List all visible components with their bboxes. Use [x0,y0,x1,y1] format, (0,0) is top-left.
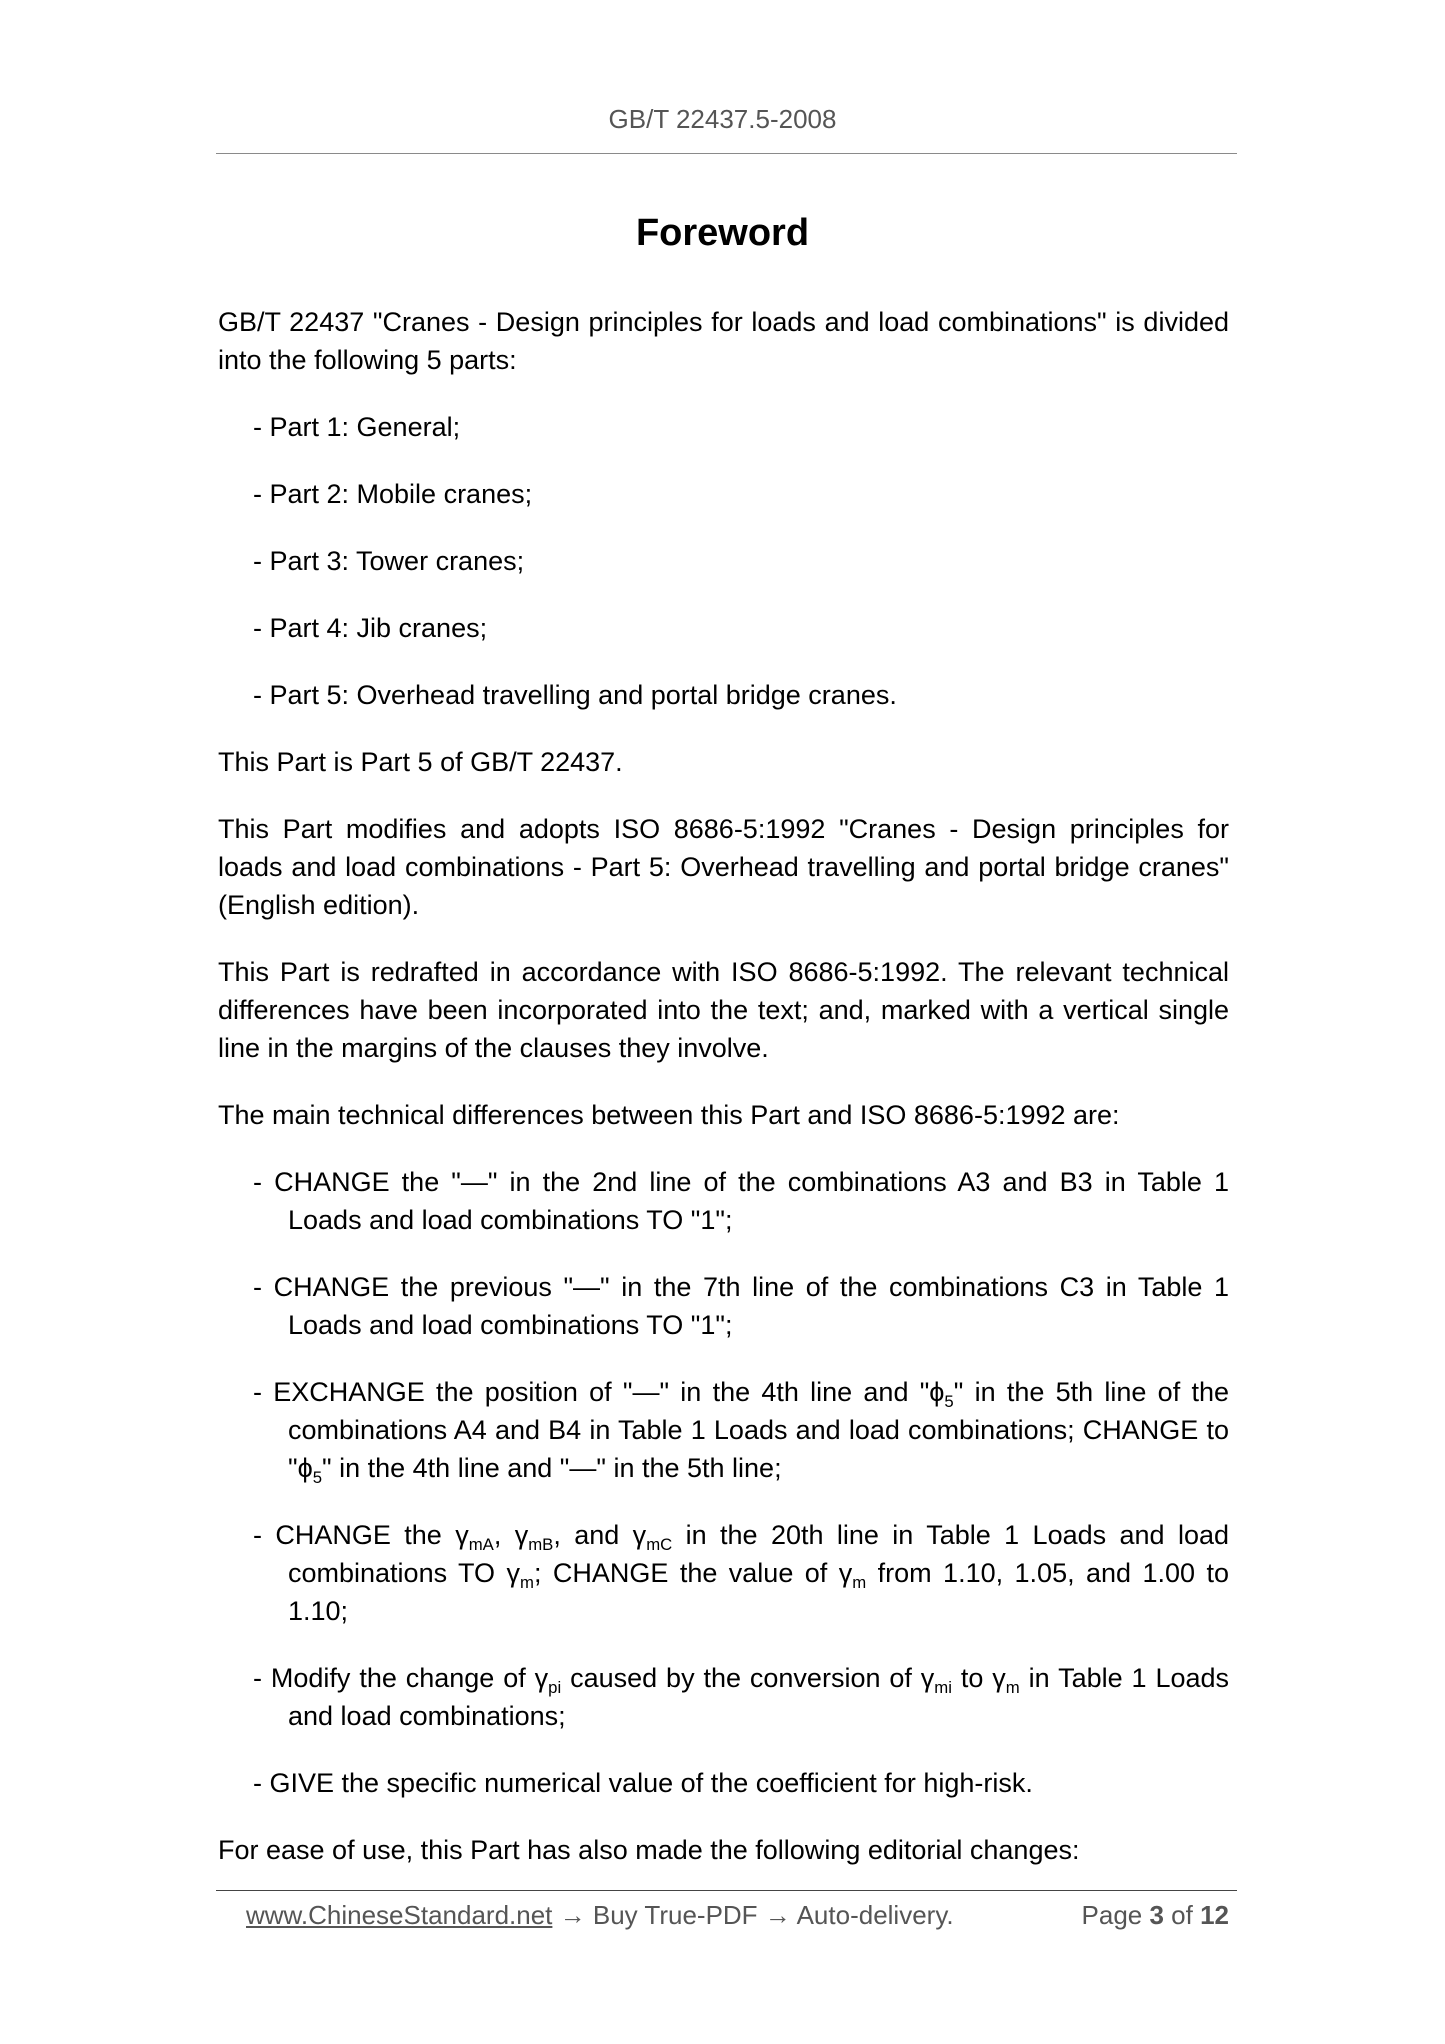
foreword-body [218,303,1229,1898]
document-code-header: GB/T 22437.5-2008 [608,104,837,134]
difference-item [253,1516,1229,1630]
difference-text: , and γ [553,1520,647,1550]
difference-item [253,1659,1229,1735]
part-list-item: - Part 3: Tower cranes; [253,546,525,576]
part-list-item: - Part 5: Overhead travelling and portal bridge cranes. [253,680,897,710]
website-link[interactable]: www.ChineseStandard.net [246,1900,553,1930]
intro-paragraph: GB/T 22437 "Cranes - Design principles for loads and load combinations" is divided into the following 5 parts: [218,307,1229,375]
footer-promo [246,1893,954,1937]
footer-rule [216,1890,1237,1891]
redraft-paragraph: This Part is redrafted in accordance with ISO 8686-5:1992. The relevant technical differences have been incorporated into the text; and, marked with a vertical single line in the margins of the clauses they involve. [218,957,1229,1063]
difference-text: in Table 1 Loads and load combinations; [288,1663,1230,1731]
subscript: mi [934,1677,952,1697]
part-list-item: - Part 4: Jib cranes; [253,613,488,643]
difference-text: ; CHANGE the value of γ [533,1558,853,1588]
page-label: Page [1081,1900,1150,1930]
part-number-paragraph: This Part is Part 5 of GB/T 22437. [218,747,623,777]
subscript: 5 [312,1467,323,1487]
of-label: of [1163,1900,1201,1930]
main-differences-paragraph: The main technical differences between this Part and ISO 8686-5:1992 are: [218,1100,1120,1130]
arrow-icon: → [552,1900,593,1930]
difference-text: , γ [493,1520,529,1550]
header-rule [216,153,1237,154]
adoption-paragraph: This Part modifies and adopts ISO 8686-5:1992 "Cranes - Design principles for loads and load combinations - Part 5: Overhead travelling and portal bridge cranes" (English edition). [218,814,1229,920]
difference-text: caused by the conversion of γ [561,1663,935,1693]
subscript: mC [646,1534,673,1554]
part-list-item: - Part 2: Mobile cranes; [253,479,533,509]
subscript: pi [548,1677,562,1697]
subscript: mB [528,1534,554,1554]
delivery-text: Auto-delivery. [796,1900,954,1930]
subscript: m [1005,1677,1020,1697]
total-pages: 12 [1200,1900,1229,1930]
subscript: m [852,1572,867,1592]
difference-text: " in the 4th line and "—" in the 5th line; [322,1453,782,1483]
part-list-item: - Part 1: General; [253,412,461,442]
difference-text: in the 20th line in Table 1 Loads and load combinations TO γ [288,1520,1229,1588]
subscript: mA [468,1534,494,1554]
difference-text: - CHANGE the γ [253,1520,469,1550]
current-page: 3 [1149,1900,1164,1930]
difference-item: - GIVE the specific numerical value of the coefficient for high-risk. [253,1768,1033,1798]
difference-text: " in the 5th line of the combinations A4 and B4 in Table 1 Loads and load combinations; CHANGE to "ϕ [288,1377,1229,1483]
difference-text: from 1.10, 1.05, and 1.00 to 1.10; [288,1558,1230,1626]
buy-text: Buy True-PDF [592,1900,758,1930]
difference-item: - CHANGE the "—" in the 2nd line of the combinations A3 and B3 in Table 1 Loads and load combinations TO "1"; [253,1167,1229,1235]
page-title: Foreword [635,212,810,254]
difference-text: - EXCHANGE the position of "—" in the 4th line and "ϕ [253,1377,945,1407]
page-number [1082,1893,1229,1937]
difference-item [253,1373,1229,1487]
arrow-icon: → [757,1900,797,1930]
difference-text: - Modify the change of γ [253,1663,549,1693]
editorial-changes-paragraph: For ease of use, this Part has also made the following editorial changes: [218,1835,1080,1865]
subscript: 5 [944,1391,954,1411]
difference-item: - CHANGE the previous "—" in the 7th line of the combinations C3 in Table 1 Loads and load combinations TO "1"; [253,1272,1229,1340]
subscript: m [519,1572,534,1592]
page-footer [216,1893,1237,1937]
difference-text: to γ [951,1663,1006,1693]
